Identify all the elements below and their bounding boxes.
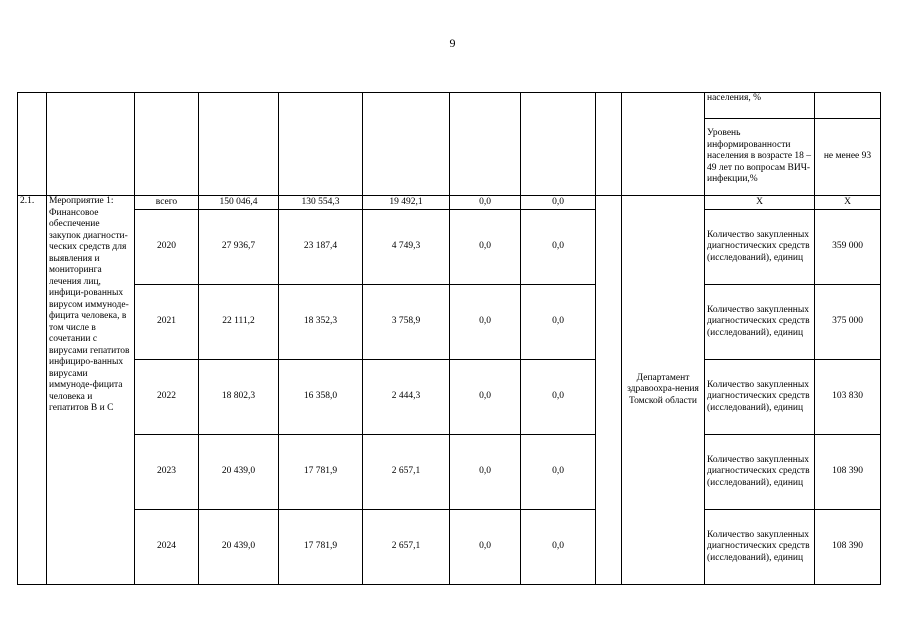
amount-cell: 0,0 <box>450 435 521 510</box>
amount-cell: 0,0 <box>450 360 521 435</box>
amount-cell: 0,0 <box>521 435 596 510</box>
amount-cell: 23 187,4 <box>279 210 363 285</box>
amount-cell: 17 781,9 <box>279 435 363 510</box>
amount-cell: 3 758,9 <box>363 285 450 360</box>
indicator-value: не менее 93 <box>815 119 881 196</box>
indicator-value: 108 390 <box>815 435 881 510</box>
indicator-value: 103 830 <box>815 360 881 435</box>
amount-cell: 18 352,3 <box>279 285 363 360</box>
total-cell: 27 936,7 <box>199 210 279 285</box>
page-number: 9 <box>449 36 456 50</box>
measure-title: Мероприятие 1: Финансовое обеспечение закупок диагности-ческих средств для выявления и мониторинга лечения лиц, инфици-рованных вирусом иммуноде-фицита человека, в том числе в сочетании с вирусами гепатитов инфициро-ванных вирусами иммуноде-фицита человека и гепатитов В и С <box>47 196 135 585</box>
amount-cell: 0,0 <box>450 210 521 285</box>
amount-cell: 2 657,1 <box>363 510 450 585</box>
table-row <box>18 360 881 435</box>
amount-cell: 17 781,9 <box>279 510 363 585</box>
program-table <box>17 92 881 585</box>
amount-cell: 2 657,1 <box>363 435 450 510</box>
period-cell: 2023 <box>135 435 199 510</box>
amount-cell: 0,0 <box>521 360 596 435</box>
period-cell: 2021 <box>135 285 199 360</box>
indicator-cell: Количество закупленных диагностических средств (исследований), единиц <box>705 360 815 435</box>
indicator-cell: Количество закупленных диагностических средств (исследований), единиц <box>705 285 815 360</box>
amount-cell: 2 444,3 <box>363 360 450 435</box>
total-cell: 150 046,4 <box>199 196 279 210</box>
amount-cell: 16 358,0 <box>279 360 363 435</box>
period-cell: 2024 <box>135 510 199 585</box>
total-cell: 20 439,0 <box>199 510 279 585</box>
indicator-cell: Количество закупленных диагностических средств (исследований), единиц <box>705 510 815 585</box>
indicator-cell: Количество закупленных диагностических средств (исследований), единиц <box>705 435 815 510</box>
indicator-cell: Уровень информированности населения в возрасте 18 – 49 лет по вопросам ВИЧ-инфекции,% <box>705 119 815 196</box>
table-row <box>18 210 881 285</box>
amount-cell: 19 492,1 <box>363 196 450 210</box>
table-row <box>18 285 881 360</box>
table-row <box>18 435 881 510</box>
amount-cell: 0,0 <box>521 510 596 585</box>
period-cell: 2022 <box>135 360 199 435</box>
indicator-value: Х <box>815 196 881 210</box>
measure-number: 2.1. <box>18 196 47 585</box>
amount-cell: 130 554,3 <box>279 196 363 210</box>
amount-cell: 0,0 <box>450 196 521 210</box>
executor-cell: Департамент здравоохра-нения Томской области <box>622 196 705 585</box>
indicator-cell: Х <box>705 196 815 210</box>
table-row <box>18 196 881 210</box>
total-cell: 18 802,3 <box>199 360 279 435</box>
amount-cell: 0,0 <box>450 285 521 360</box>
amount-cell: 4 749,3 <box>363 210 450 285</box>
continued-row-1 <box>18 93 881 119</box>
total-cell: 22 111,2 <box>199 285 279 360</box>
total-cell: 20 439,0 <box>199 435 279 510</box>
indicator-value: 108 390 <box>815 510 881 585</box>
amount-cell: 0,0 <box>521 196 596 210</box>
amount-cell: 0,0 <box>521 210 596 285</box>
period-cell: всего <box>135 196 199 210</box>
indicator-value: 375 000 <box>815 285 881 360</box>
indicator-cell: населения, % <box>705 93 815 119</box>
amount-cell: 0,0 <box>450 510 521 585</box>
table-row <box>18 510 881 585</box>
indicator-value: 359 000 <box>815 210 881 285</box>
period-cell: 2020 <box>135 210 199 285</box>
indicator-cell: Количество закупленных диагностических средств (исследований), единиц <box>705 210 815 285</box>
amount-cell: 0,0 <box>521 285 596 360</box>
